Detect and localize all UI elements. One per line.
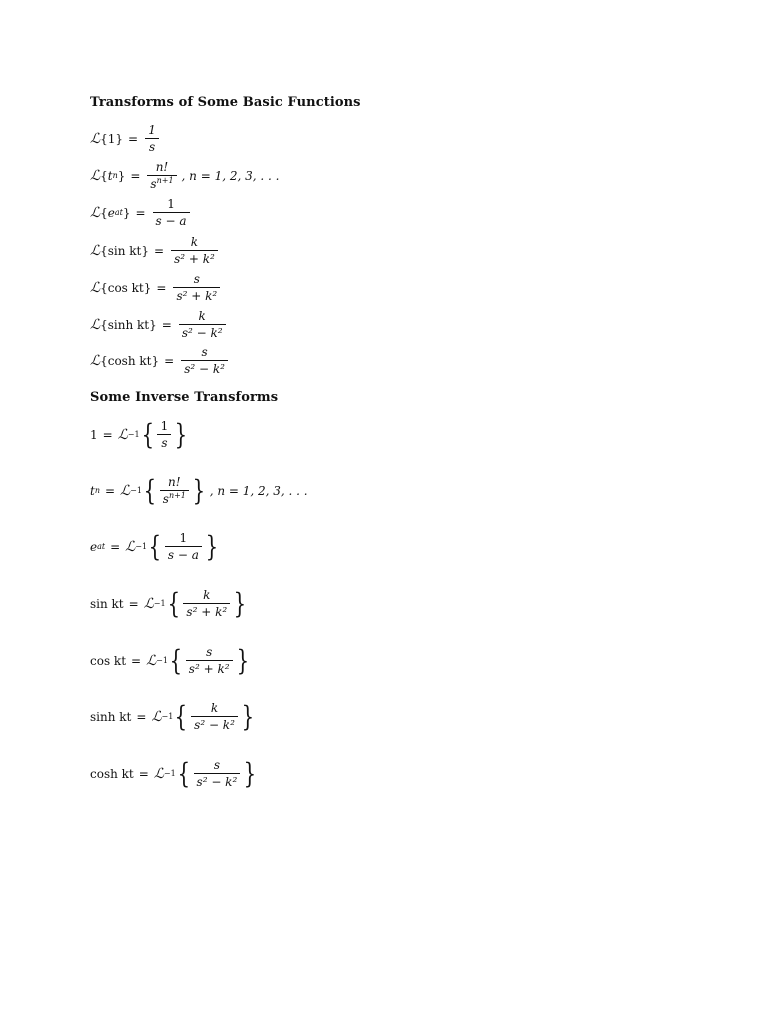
fraction: $\frac{1}{s - a}$	[165, 532, 202, 561]
laplace-symbol: ℒ	[146, 652, 157, 669]
laplace-symbol: ℒ	[117, 426, 128, 443]
fraction: $\frac{s}{\text{s² − k²}}$	[181, 346, 228, 375]
inverse-cosh: cosh kt = ℒ −1 { $\frac{s}{\text{s² − k²}}$ }	[90, 756, 257, 790]
inverse-cosine: cos kt = ℒ −1 { $\frac{s}{\text{s² + k²}}$ }	[90, 643, 249, 677]
transform-exponential: ℒ { e at } = $\frac{1}{s - a}$	[90, 198, 192, 227]
fraction: $\frac{k}{\text{s² − k²}}$	[179, 310, 226, 339]
transform-constant: ℒ { 1 } = $\frac{1}{s}$	[90, 124, 161, 153]
fraction: $\frac{k}{\text{s² − k²}}$	[191, 702, 238, 731]
inverse-sine: sin kt = ℒ −1 { $\frac{k}{\text{s² + k²}}$ }	[90, 586, 247, 620]
fraction: $\frac{s}{\text{s² − k²}}$	[194, 759, 241, 788]
fraction: $\frac{s}{\text{s² + k²}}$	[186, 646, 233, 675]
transform-cosh: ℒ { cosh kt } = $\frac{s}{\text{s² − k²}}$	[90, 346, 230, 375]
fraction: $\frac{1}{s}$	[157, 420, 171, 449]
laplace-symbol: ℒ	[120, 482, 131, 499]
inverse-exponential: e at = ℒ −1 { $\frac{1}{s - a}$ }	[90, 529, 219, 563]
transform-sine: ℒ { sin kt } = $\frac{k}{\text{s² + k²}}$	[90, 236, 220, 265]
inverse-constant: 1 = ℒ −1 { $\frac{1}{s}$ }	[90, 417, 188, 451]
laplace-symbol: ℒ	[90, 167, 101, 184]
heading-basic-transforms: Transforms of Some Basic Functions	[90, 95, 361, 110]
index-condition: , n = 1, 2, 3, . . .	[181, 168, 280, 183]
laplace-symbol: ℒ	[90, 242, 101, 259]
inverse-sinh: sinh kt = ℒ −1 { $\frac{k}{\text{s² − k²}}$ }	[90, 699, 255, 733]
laplace-symbol: ℒ	[153, 765, 164, 782]
fraction: $\frac{1}{s - a}$	[153, 198, 190, 227]
heading-inverse-transforms: Some Inverse Transforms	[90, 390, 279, 405]
laplace-symbol: ℒ	[151, 708, 162, 725]
fraction: $\frac{n!}{s^{n+1}}$	[160, 476, 189, 505]
fraction: $\frac{k}{\text{s² + k²}}$	[171, 236, 218, 265]
index-condition: , n = 1, 2, 3, . . .	[209, 483, 308, 498]
laplace-symbol: ℒ	[90, 279, 101, 296]
laplace-symbol: ℒ	[90, 316, 101, 333]
transform-sinh: ℒ { sinh kt } = $\frac{k}{\text{s² − k²}}$	[90, 310, 228, 339]
fraction: $\frac{s}{\text{s² + k²}}$	[173, 273, 220, 302]
fraction: $\frac{k}{\text{s² + k²}}$	[183, 589, 230, 618]
laplace-symbol: ℒ	[125, 538, 136, 555]
fraction: $\frac{1}{s}$	[145, 124, 159, 153]
laplace-symbol: ℒ	[90, 352, 101, 369]
laplace-symbol: ℒ	[143, 595, 154, 612]
transform-cosine: ℒ { cos kt } = $\frac{s}{\text{s² + k²}}$	[90, 273, 222, 302]
laplace-symbol: ℒ	[90, 204, 101, 221]
lhs-argument: 1	[107, 131, 116, 146]
laplace-symbol: ℒ	[90, 130, 101, 147]
fraction: $\frac{n!}{s^{n+1}}$	[147, 161, 176, 190]
transform-power: ℒ { t n } = $\frac{n!}{s^{n+1}}$ , n = 1, 2, 3, . . .	[90, 160, 280, 191]
inverse-power: t n = ℒ −1 { $\frac{n!}{s^{n+1}}$ } , n = 1, 2, 3, . . .	[90, 473, 308, 507]
